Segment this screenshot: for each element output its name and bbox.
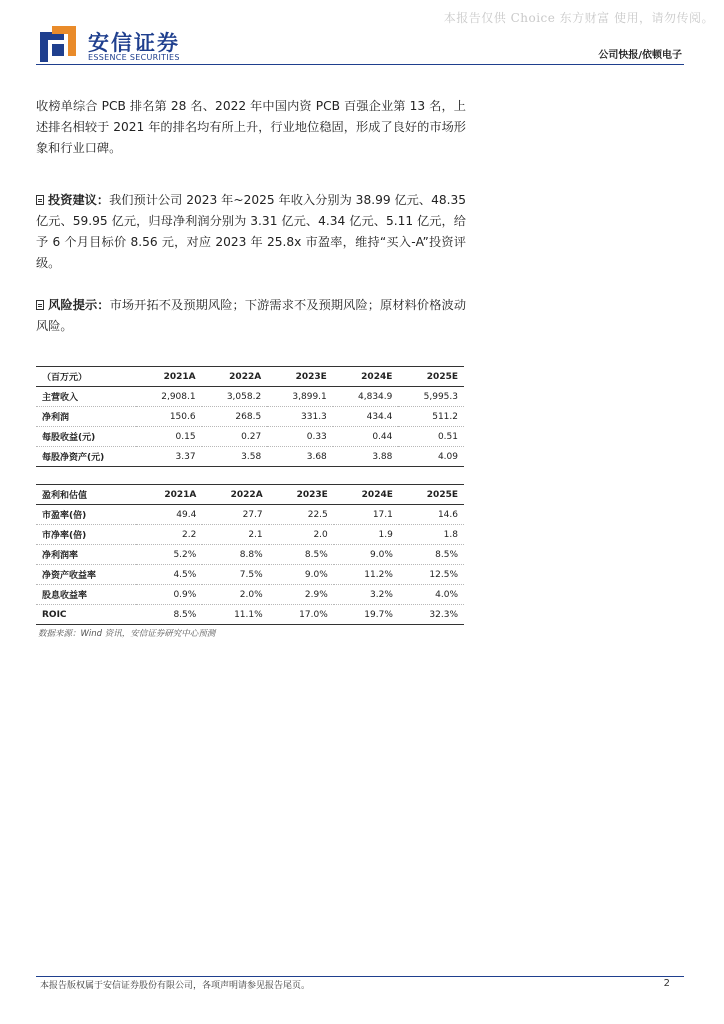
table-cell: 14.6 <box>399 505 464 525</box>
table-header-cell: 2024E <box>334 485 399 505</box>
table-header-cell: 2022A <box>202 367 268 387</box>
financial-summary-table <box>36 366 464 467</box>
row-label: 每股收益(元) <box>36 427 136 447</box>
logo-name-en: ESSENCE SECURITIES <box>88 53 180 62</box>
table-row <box>36 505 464 525</box>
footer-divider <box>36 976 684 977</box>
paragraph-risk <box>36 295 466 337</box>
table-cell: 11.1% <box>202 605 268 625</box>
paragraph-ranking: 收榜单综合 PCB 排名第 28 名、2022 年中国内资 PCB 百强企业第 13 名，上述排名相较于 2021 年的排名均有所上升，行业地位稳固，形成了良好的市场形象和行业口碑。 <box>36 99 466 155</box>
header-divider <box>36 64 684 65</box>
table-header-cell: 2025E <box>399 485 464 505</box>
table-row <box>36 387 464 407</box>
table-cell: 0.51 <box>398 427 464 447</box>
table-cell: 5.2% <box>136 545 202 565</box>
list-bullet-icon <box>36 195 44 205</box>
table-row <box>36 407 464 427</box>
table-cell: 3.37 <box>136 447 202 467</box>
table-cell: 2.0% <box>202 585 268 605</box>
table-cell: 32.3% <box>399 605 464 625</box>
table-cell: 150.6 <box>136 407 202 427</box>
table-cell: 1.8 <box>399 525 464 545</box>
table-header-row <box>36 367 464 387</box>
row-label: 净利润率 <box>36 545 136 565</box>
table-cell: 2.2 <box>136 525 202 545</box>
table-cell: 8.5% <box>136 605 202 625</box>
table-cell: 9.0% <box>269 565 334 585</box>
table-cell: 19.7% <box>334 605 399 625</box>
risk-text: 市场开拓不及预期风险；下游需求不及预期风险；原材料价格波动风险。 <box>36 298 467 333</box>
table-cell: 12.5% <box>399 565 464 585</box>
table-cell: 2.1 <box>202 525 268 545</box>
list-bullet-icon <box>36 300 44 310</box>
row-label: 每股净资产(元) <box>36 447 136 467</box>
table-cell: 0.44 <box>333 427 399 447</box>
data-source-note: 数据来源：Wind 资讯，安信证券研究中心预测 <box>38 629 216 639</box>
table-cell: 4.09 <box>398 447 464 467</box>
risk-label: 风险提示： <box>48 298 110 312</box>
row-label: 市盈率(倍) <box>36 505 136 525</box>
table-cell: 5,995.3 <box>398 387 464 407</box>
row-label: 股息收益率 <box>36 585 136 605</box>
table-cell: 9.0% <box>334 545 399 565</box>
table-row <box>36 565 464 585</box>
table-row <box>36 585 464 605</box>
table-cell: 511.2 <box>398 407 464 427</box>
table-header-cell: 2022A <box>202 485 268 505</box>
table-cell: 2.0 <box>269 525 334 545</box>
page-number: 2 <box>663 978 670 989</box>
table-cell: 3,899.1 <box>267 387 333 407</box>
table-cell: 3.88 <box>333 447 399 467</box>
row-label: 净资产收益率 <box>36 565 136 585</box>
investment-advice-text: 我们预计公司 2023 年~2025 年收入分别为 38.99 亿元、48.35 亿元、59.95 亿元，归母净利润分别为 3.31 亿元、4.34 亿元、5.11 亿元，给予 6 个月目标价 8.56 元，对应 2023 年 25.8x 市盈率，维持“买入-A”投资评级。 <box>36 193 466 270</box>
table-cell: 49.4 <box>136 505 202 525</box>
table-header-cell: （百万元） <box>36 367 136 387</box>
company-logo <box>40 26 200 66</box>
table-cell: 331.3 <box>267 407 333 427</box>
table-header-cell: 2021A <box>136 485 202 505</box>
table-cell: 8.5% <box>269 545 334 565</box>
table-cell: 1.9 <box>334 525 399 545</box>
report-category: 公司快报/依顿电子 <box>598 50 682 61</box>
table-row <box>36 605 464 625</box>
table-cell: 0.15 <box>136 427 202 447</box>
table-cell: 22.5 <box>269 505 334 525</box>
table-row <box>36 447 464 467</box>
logo-name-cn: 安信证券 <box>88 31 180 55</box>
table-cell: 434.4 <box>333 407 399 427</box>
table-cell: 8.8% <box>202 545 268 565</box>
table-cell: 17.1 <box>334 505 399 525</box>
table-header-cell: 2023E <box>269 485 334 505</box>
investment-advice-label: 投资建议： <box>48 193 110 207</box>
table-cell: 3.2% <box>334 585 399 605</box>
table-row <box>36 525 464 545</box>
row-label: ROIC <box>36 605 136 625</box>
row-label: 主营收入 <box>36 387 136 407</box>
footer-disclaimer: 本报告版权属于安信证券股份有限公司，各项声明请参见报告尾页。 <box>40 981 311 991</box>
watermark-text: 本报告仅供 Choice 东方财富 使用，请勿传阅。 <box>443 11 714 25</box>
table-header-cell: 盈利和估值 <box>36 485 136 505</box>
table-header-cell: 2021A <box>136 367 202 387</box>
table-cell: 3.58 <box>202 447 268 467</box>
table-cell: 4.5% <box>136 565 202 585</box>
table-cell: 2,908.1 <box>136 387 202 407</box>
logo-mark-icon <box>40 26 76 62</box>
table-cell: 3,058.2 <box>202 387 268 407</box>
table-row <box>36 545 464 565</box>
table-header-cell: 2023E <box>267 367 333 387</box>
row-label: 市净率(倍) <box>36 525 136 545</box>
table-row <box>36 427 464 447</box>
table-cell: 0.33 <box>267 427 333 447</box>
paragraph-investment-advice <box>36 190 466 274</box>
table-header-cell: 2025E <box>398 367 464 387</box>
table-header-row <box>36 485 464 505</box>
table-cell: 2.9% <box>269 585 334 605</box>
table-cell: 27.7 <box>202 505 268 525</box>
valuation-table <box>36 484 464 625</box>
table-cell: 7.5% <box>202 565 268 585</box>
table-cell: 17.0% <box>269 605 334 625</box>
table-cell: 0.27 <box>202 427 268 447</box>
table-cell: 11.2% <box>334 565 399 585</box>
table-cell: 0.9% <box>136 585 202 605</box>
row-label: 净利润 <box>36 407 136 427</box>
table-cell: 3.68 <box>267 447 333 467</box>
table-header-cell: 2024E <box>333 367 399 387</box>
table-cell: 4,834.9 <box>333 387 399 407</box>
table-cell: 268.5 <box>202 407 268 427</box>
table-cell: 4.0% <box>399 585 464 605</box>
table-cell: 8.5% <box>399 545 464 565</box>
